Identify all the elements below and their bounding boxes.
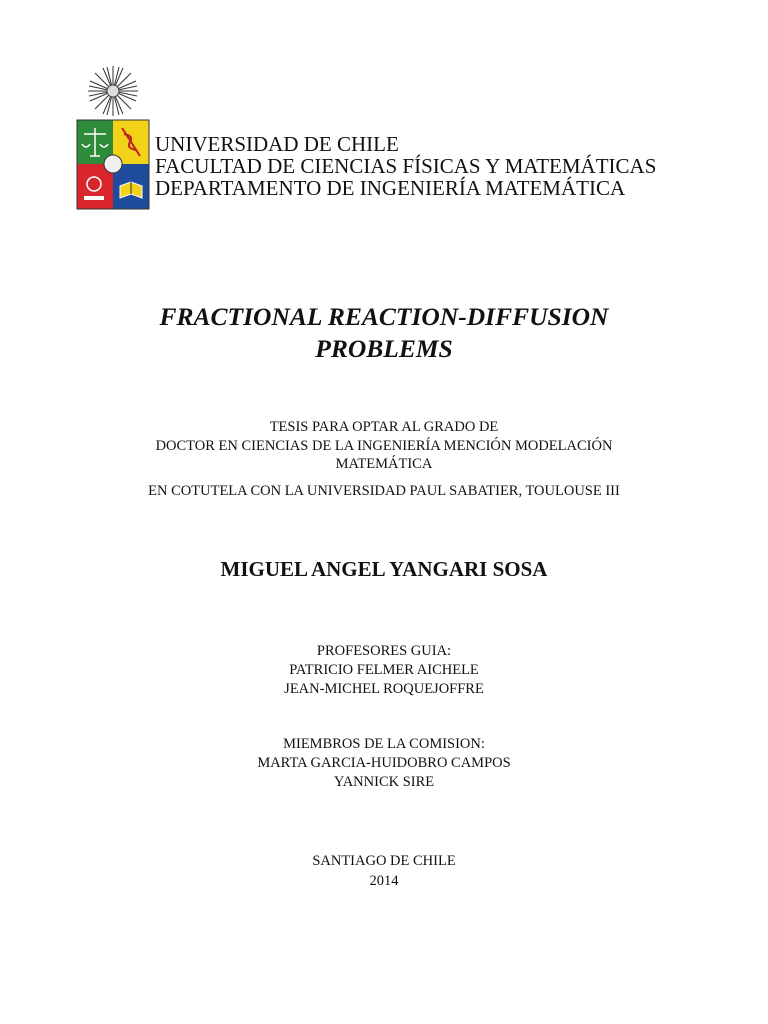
university-logo bbox=[76, 64, 150, 212]
university-crest-icon bbox=[76, 64, 150, 212]
institution-header bbox=[155, 133, 656, 199]
year: 2014 bbox=[369, 873, 399, 889]
department-name: DEPARTAMENTO DE INGENIERÍA MATEMÁTICA bbox=[155, 176, 626, 200]
shield-icon bbox=[77, 120, 149, 209]
advisor-name: JEAN-MICHEL ROQUEJOFFRE bbox=[284, 681, 484, 697]
advisors-heading: PROFESORES GUIA: bbox=[316, 643, 452, 659]
committee-member-name: YANNICK SIRE bbox=[333, 774, 435, 790]
advisor-name: PATRICIO FELMER AICHELE bbox=[289, 662, 479, 678]
author-name: MIGUEL ANGEL YANGARI SOSA bbox=[220, 557, 548, 581]
degree-line-1: TESIS PARA OPTAR AL GRADO DE bbox=[269, 419, 499, 435]
degree-line-3: MATEMÁTICA bbox=[335, 456, 433, 472]
committee-heading: MIEMBROS DE LA COMISION: bbox=[283, 736, 485, 752]
thesis-title bbox=[0, 301, 768, 365]
committee-block bbox=[0, 735, 768, 792]
advisors-block bbox=[0, 642, 768, 699]
degree-block bbox=[0, 418, 768, 500]
thesis-title-line-2: PROBLEMS bbox=[315, 334, 453, 363]
cotutela-line: EN COTUTELA CON LA UNIVERSIDAD PAUL SABATIER, TOULOUSE III bbox=[148, 482, 620, 499]
city: SANTIAGO DE CHILE bbox=[312, 853, 456, 869]
university-name: UNIVERSIDAD DE CHILE bbox=[155, 132, 399, 156]
committee-member-name: MARTA GARCIA-HUIDOBRO CAMPOS bbox=[257, 755, 511, 771]
place-date-block bbox=[0, 851, 768, 891]
degree-line-2: DOCTOR EN CIENCIAS DE LA INGENIERÍA MENCIÓN MODELACIÓN bbox=[155, 437, 613, 454]
faculty-name: FACULTAD DE CIENCIAS FÍSICAS Y MATEMÁTICAS bbox=[155, 154, 657, 178]
thesis-title-line-1: FRACTIONAL REACTION-DIFFUSION bbox=[159, 302, 609, 331]
